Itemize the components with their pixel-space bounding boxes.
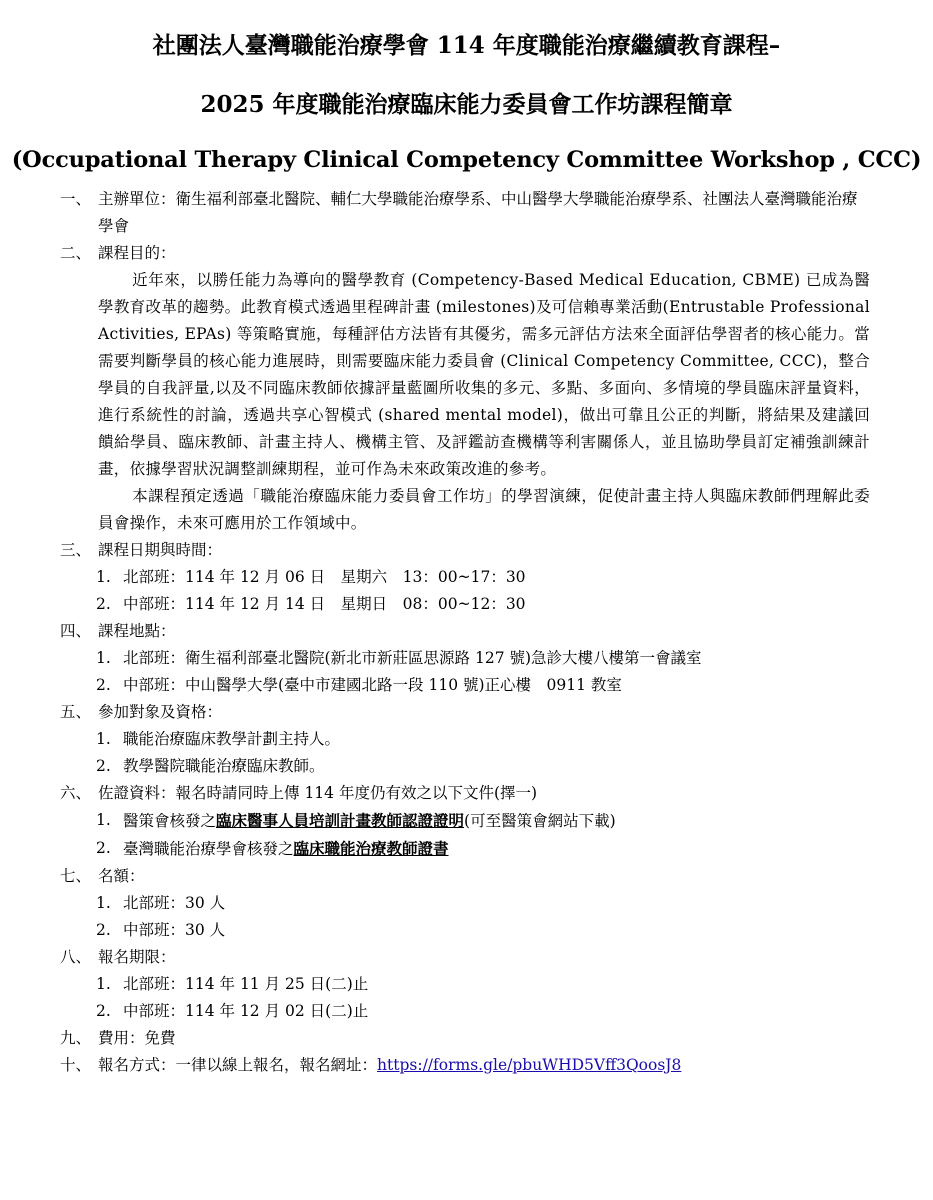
section-label: 報名期限： — [98, 948, 176, 966]
list-item: 1. 北部班：114 年 12 月 06 日 星期六 13：00~17：30 — [96, 568, 526, 586]
list-item: 1. 北部班：衛生福利部臺北醫院(新北市新莊區思源路 127 號)急診大樓八樓第一會議室 — [96, 649, 702, 667]
section-label: 參加對象及資格： — [98, 703, 223, 721]
section-label: 主辦單位： — [98, 190, 176, 208]
list-item: 2. 臺灣職能治療學會核發之臨床職能治療教師證書 — [96, 839, 449, 858]
list-item: 1. 北部班：114 年 11 月 25 日(二)止 — [96, 975, 369, 993]
list-item: 1. 北部班：30 人 — [96, 894, 226, 912]
list-item: 1. 職能治療臨床教學計劃主持人。 — [96, 730, 341, 748]
section-number: 十、 — [60, 1056, 92, 1074]
section-label: 課程目的： — [98, 244, 176, 262]
certificate-name: 臨床職能治療教師證書 — [293, 839, 449, 858]
purpose-paragraph-1: 近年來，以勝任能力為導向的醫學教育 (Competency-Based Medical Education, CBME) 已成為醫學教育改革的趨勢。此教育模式透過里程碑計畫 (milestones)及可信賴專業活動(Entrustable Professional Activities, EPAs) 等策略實施，每種評估方法皆有其優劣，需多元評估方法來全面評估學習者的核心能力。當需要判斷學員的核心能力進展時，則需要臨床能力委員會 (Clinical Competency Committee, CCC)，整合學員的自我評量,以及不同臨床教師依據評量藍圖所收集的多元、多點、多面向、多情境的學員臨床評量資料，進行系統性的討論，透過共享心智模式 (shared mental model)，做出可靠且公正的判斷，將結果及建議回饋給學員、臨床教師、計畫主持人、機構主管、及評鑑訪查機構等利害關係人，並且協助學員訂定補強訓練計畫，依據學習狀況調整訓練期程，並可作為未來政策改進的參考。 — [98, 271, 870, 478]
section-dates — [60, 537, 870, 564]
section-number: 八、 — [60, 948, 92, 966]
list-item: 2. 中部班：114 年 12 月 02 日(二)止 — [96, 1002, 369, 1020]
registration-link[interactable]: https://forms.gle/pbuWHD5Vff3QoosJ8 — [377, 1056, 682, 1074]
section-number: 九、 — [60, 1029, 92, 1047]
section-deadline — [60, 944, 870, 971]
certificate-name: 臨床醫事人員培訓計畫教師認證證明 — [216, 811, 465, 830]
title-line-3: (Occupational Therapy Clinical Competency Committee Workshop , CCC) — [11, 147, 922, 173]
section-number: 五、 — [60, 703, 92, 721]
document-body — [60, 186, 870, 1079]
section-number: 三、 — [60, 541, 92, 559]
section-label: 佐證資料： — [98, 784, 176, 802]
title-line-1: 社團法人臺灣職能治療學會 114 年度職能治療繼續教育課程– — [152, 32, 781, 59]
section-venue — [60, 618, 870, 645]
section-organizers — [60, 186, 870, 240]
section-registration — [60, 1052, 870, 1079]
section-label: 課程日期與時間： — [98, 541, 223, 559]
documents-text: 報名時請同時上傳 114 年度仍有效之以下文件(擇一) — [175, 784, 538, 802]
list-item: 1. 醫策會核發之臨床醫事人員培訓計畫教師認證證明(可至醫策會網站下載) — [96, 811, 616, 830]
section-documents — [60, 780, 870, 807]
organizers-text: 衛生福利部臺北醫院、輔仁大學職能治療學系、中山醫學大學職能治療學系、社團法人臺灣職能治療學會 — [98, 190, 858, 235]
section-label: 報名方式： — [98, 1056, 176, 1074]
section-purpose — [60, 240, 870, 267]
fee-text: 免費 — [144, 1029, 176, 1047]
section-number: 一、 — [60, 190, 92, 208]
section-quota — [60, 863, 870, 890]
section-label: 課程地點： — [98, 622, 176, 640]
section-eligibility — [60, 699, 870, 726]
section-number: 四、 — [60, 622, 92, 640]
list-item: 2. 中部班：中山醫學大學(臺中市建國北路一段 110 號)正心樓 0911 教室 — [96, 676, 622, 694]
purpose-paragraph-2: 本課程預定透過「職能治療臨床能力委員會工作坊」的學習演練，促使計畫主持人與臨床教師們理解此委員會操作，未來可應用於工作領域中。 — [98, 487, 870, 532]
section-number: 七、 — [60, 867, 92, 885]
list-item: 2. 教學醫院職能治療臨床教師。 — [96, 757, 325, 775]
section-label: 名額： — [98, 867, 145, 885]
list-item: 2. 中部班：114 年 12 月 14 日 星期日 08：00~12：30 — [96, 595, 526, 613]
section-label: 費用： — [98, 1029, 145, 1047]
section-number: 二、 — [60, 244, 92, 262]
list-item: 2. 中部班：30 人 — [96, 921, 226, 939]
title-line-2: 2025 年度職能治療臨床能力委員會工作坊課程簡章 — [200, 91, 733, 118]
section-fee — [60, 1025, 870, 1052]
registration-text: 一律以線上報名，報名網址： — [175, 1056, 378, 1074]
section-number: 六、 — [60, 784, 92, 802]
